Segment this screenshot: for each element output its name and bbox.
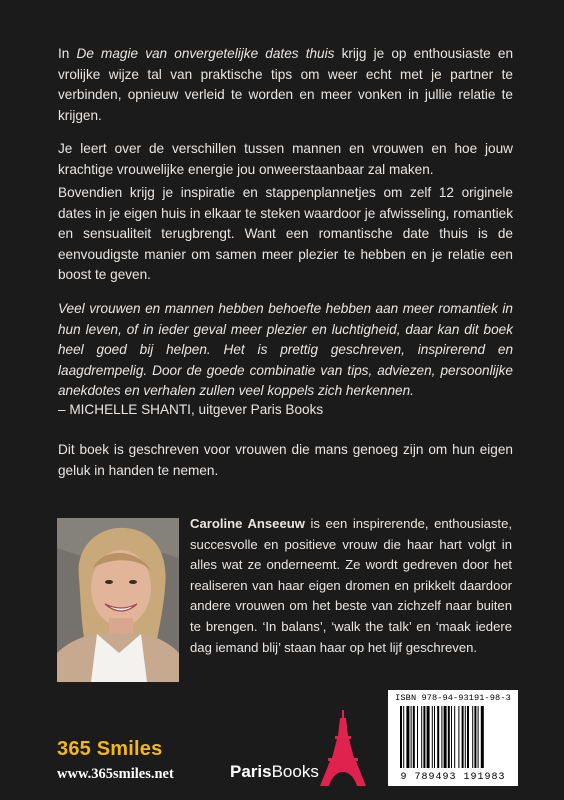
dates-text: Bovendien krijg je inspiratie en stappenplannetjes om zelf 12 originele dates in je eigen huis in elkaar te steken waardoor je afwisseling, romantiek en sensualiteit terugbrengt. Want een romantische date thuis is de eenvoudigste manier om samen meer plezier te hebben en je relatie een boost te geven. [58,185,513,283]
paris-logo-bold: Paris [230,762,272,781]
audience-text: Dit boek is geschreven voor vrouwen die mans genoeg zijn om hun eigen geluk in handen te nemen. [58,442,513,478]
author-photo [57,518,179,682]
intro-rest: krijg je op enthousiaste en vrolijke wijze tal van praktische tips om weer echt met je partner te verbinden, opnieuw verleid te worden en meer vonken in jullie relatie te krijgen. [58,46,514,123]
book-title: De magie van onvergetelijke dates thuis [76,46,335,61]
author-bio-text: is een inspirerende, enthousiaste, succesvolle en positieve vrouw die haar hart volgt in alles wat ze onderneemt. Ze wordt gedreven door het realiseren van haar eigen dromen en prikkelt daardoor andere vrouwen om het beste van zichzelf naar buiten te brengen. ‘In balans’, ‘walk the talk’ en ‘maak iedere dag iemand blij’ staan haar op het lijf geschreven. [190,516,512,655]
dates-paragraph [58,183,513,286]
quote-attribution: – MICHELLE SHANTI, uitgever Paris Books [58,402,324,417]
smiles-url: www.365smiles.net [57,766,174,782]
paris-books-logo [230,762,319,782]
intro-paragraph [58,44,513,126]
isbn-label: ISBN 978-94-93191-98-3 [395,693,511,703]
intro-lead: In [58,46,77,61]
author-name: Caroline Anseeuw [190,516,305,531]
smiles-logo: 365 Smiles [57,738,163,760]
barcode-number: 9 789493 191983 [400,772,506,783]
differences-text: Je leert over de verschillen tussen mannen en vrouwen en hoe jouw krachtige vrouwelijke energie jou onweerstaanbaar zal maken. [58,141,513,177]
paris-logo-light: Books [271,762,319,781]
review-quote [58,299,513,402]
audience-paragraph [58,440,513,481]
author-bio [190,514,512,658]
barcode [388,690,518,786]
differences-paragraph [58,139,513,180]
quote-text: Veel vrouwen en mannen hebben behoefte hebben aan meer romantiek in hun leven, of in ieder geval meer plezier en luchtigheid, daar kan dit boek heel goed bij helpen. Het is prettig geschreven, inspirerend en laagdrempelig. Door de goede combinatie van tips, adviezen, persoonlijke anekdotes en verhalen zullen veel koppels zich herkennen. [58,301,513,399]
